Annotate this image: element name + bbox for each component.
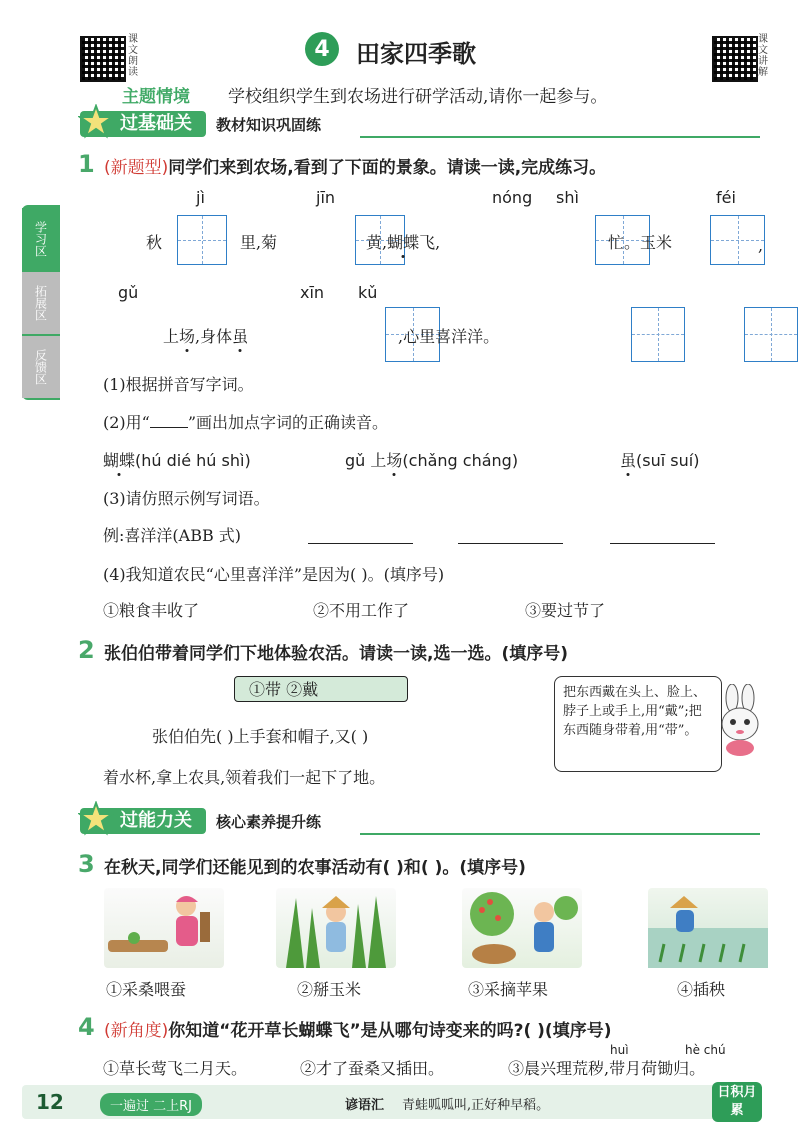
section-divider bbox=[360, 136, 760, 138]
question-3-prompt: 在秋天,同学们还能见到的农事活动有( )和( )。(填序号) bbox=[104, 858, 526, 878]
sidebar-tab-feedback[interactable]: 反馈区 bbox=[22, 336, 60, 398]
answer-line-2[interactable] bbox=[458, 543, 563, 544]
caption-silkworm: ①采桑喂蚕 bbox=[106, 980, 187, 999]
pinyin-hui: huì bbox=[610, 1043, 629, 1057]
qr-right-label: 课文讲解 bbox=[758, 34, 768, 78]
question-1-number: 1 bbox=[78, 150, 95, 178]
question-1-prompt: (新题型)同学们来到农场,看到了下面的景象。请读一读,完成练习。 bbox=[104, 158, 607, 178]
theme-text: 学校组织学生到农场进行研学活动,请你一起参与。 bbox=[228, 87, 608, 107]
daily-accumulation-badge: 日积月累 bbox=[712, 1082, 762, 1122]
answer-line-3[interactable] bbox=[610, 543, 715, 544]
q1-option-3: ③要过节了 bbox=[525, 601, 606, 620]
pinyin-xin: xīn bbox=[300, 283, 325, 302]
qr-left-label: 课文朗读 bbox=[128, 34, 138, 78]
star-mascot-icon-2 bbox=[78, 801, 114, 837]
q2-line2: 着水杯,拿上农具,领着我们一起下了地。 bbox=[103, 768, 386, 787]
caption-corn: ②掰玉米 bbox=[297, 980, 362, 999]
section-basic-header bbox=[80, 111, 321, 137]
question-3-number: 3 bbox=[78, 850, 95, 878]
q2-choices-box: ①带 ②戴 bbox=[234, 676, 408, 702]
caption-rice: ④插秧 bbox=[677, 980, 726, 999]
q4-option-1: ①草长莺飞二月天。 bbox=[103, 1059, 248, 1078]
proverb-text: 青蛙呱呱叫,正好种早稻。 bbox=[402, 1098, 550, 1113]
q1-sub4: (4)我知道农民“心里喜洋洋”是因为( )。(填序号) bbox=[103, 565, 445, 584]
q1-example: 例:喜洋洋(ABB 式) bbox=[103, 526, 242, 545]
pinyin-gu: gǔ bbox=[118, 283, 139, 302]
q1-option-2: ②不用工作了 bbox=[313, 601, 410, 620]
text-huang-hudie: 黄,蝴蝶飞, bbox=[366, 233, 441, 252]
writing-box-ku[interactable] bbox=[744, 307, 798, 362]
book-badge: 一遍过 二上RJ bbox=[100, 1093, 202, 1116]
section-ability-header bbox=[80, 808, 321, 834]
section-divider-2 bbox=[360, 833, 760, 835]
text-xinli: ,心里喜洋洋。 bbox=[398, 327, 500, 346]
rice-planting-illustration bbox=[648, 888, 768, 968]
sidebar-tab-study[interactable]: 学习区 bbox=[22, 208, 60, 270]
pinyin-hechu: hè chú bbox=[685, 1043, 726, 1057]
question-4-number: 4 bbox=[78, 1013, 95, 1041]
qr-code-left[interactable] bbox=[80, 36, 126, 82]
question-2-number: 2 bbox=[78, 636, 95, 664]
reading-hudie: 蝴蝶(hú dié hú shì) bbox=[103, 451, 251, 470]
text-comma: , bbox=[758, 236, 764, 255]
pinyin-jin: jīn bbox=[316, 188, 336, 207]
q4-option-2: ②才了蚕桑又插田。 bbox=[300, 1059, 445, 1078]
page-number: 12 bbox=[36, 1090, 64, 1114]
lesson-title: 田家四季歌 bbox=[356, 40, 476, 68]
q4-option-3: ③晨兴理荒秽,带月荷锄归。 bbox=[508, 1059, 706, 1078]
qr-code-right[interactable] bbox=[712, 36, 758, 82]
q1-option-1: ①粮食丰收了 bbox=[103, 601, 200, 620]
pinyin-nong: nóng bbox=[492, 188, 533, 207]
writing-box-ji[interactable] bbox=[177, 215, 227, 265]
section-ability-title: 过能力关 bbox=[80, 808, 206, 834]
rabbit-mascot-icon bbox=[714, 684, 766, 756]
caption-apple: ③采摘苹果 bbox=[468, 980, 549, 999]
text-mang-yumi: 忙。玉米 bbox=[608, 233, 673, 252]
q1-sub3: (3)请仿照示例写词语。 bbox=[103, 489, 270, 508]
q2-hint-note: 把东西戴在头上、脸上、脖子上或手上,用“戴”;把东西随身带着,用“带”。 bbox=[554, 676, 722, 772]
q1-sub1: (1)根据拼音写字词。 bbox=[103, 375, 254, 394]
pinyin-ji: jì bbox=[196, 188, 205, 207]
theme-label: 主题情境 bbox=[122, 87, 190, 107]
silkworm-feeding-illustration bbox=[104, 888, 224, 968]
q1-sub2: (2)用“ ”画出加点字词的正确读音。 bbox=[103, 413, 389, 432]
corn-picking-illustration bbox=[276, 888, 396, 968]
apple-picking-illustration bbox=[462, 888, 582, 968]
section-ability-subtitle: 核心素养提升练 bbox=[216, 812, 322, 831]
proverb-label: 谚语汇 bbox=[345, 1098, 385, 1113]
pinyin-fei: féi bbox=[716, 188, 736, 207]
question-4-prompt: (新角度)你知道“花开草长蝴蝶飞”是从哪句诗变来的吗?( )(填序号) bbox=[104, 1021, 612, 1041]
pinyin-shi: shì bbox=[556, 188, 579, 207]
question-2-prompt: 张伯伯带着同学们下地体验农活。请读一读,选一选。(填序号) bbox=[104, 644, 568, 664]
q2-line1: 张伯伯先( )上手套和帽子,又( ) bbox=[152, 727, 369, 746]
answer-line-1[interactable] bbox=[308, 543, 413, 544]
text-shangchang: 上场,身体虽 bbox=[163, 327, 249, 346]
section-basic-subtitle: 教材知识巩固练 bbox=[216, 115, 322, 134]
text-li-ju: 里,菊 bbox=[240, 233, 278, 252]
sidebar-tab-extend[interactable]: 拓展区 bbox=[22, 272, 60, 334]
text-qiu: 秋 bbox=[146, 233, 163, 252]
reading-sui: 虽(suī suí) bbox=[620, 451, 700, 470]
writing-box-xin[interactable] bbox=[631, 307, 685, 362]
reading-chang: gǔ 上场(chǎng cháng) bbox=[345, 451, 519, 470]
lesson-number: 4 bbox=[305, 32, 339, 66]
pinyin-ku: kǔ bbox=[358, 283, 378, 302]
star-mascot-icon bbox=[78, 104, 114, 140]
section-basic-title: 过基础关 bbox=[80, 111, 206, 137]
